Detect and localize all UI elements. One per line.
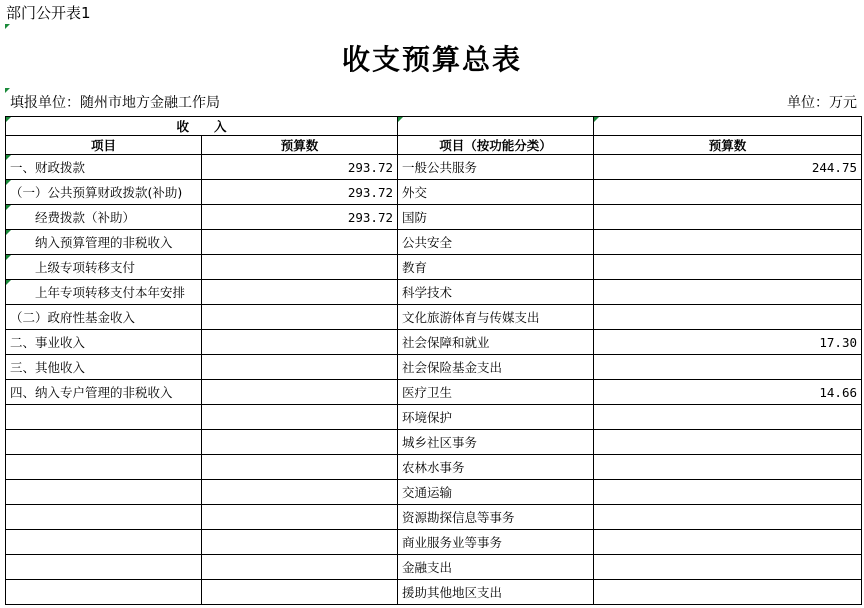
income-item-cell[interactable]: 纳入预算管理的非税收入: [6, 230, 202, 255]
expense-item-cell[interactable]: 金融支出: [398, 555, 594, 580]
currency-unit: 单位：万元: [787, 95, 857, 111]
expense-amount-cell[interactable]: [594, 480, 862, 505]
expense-item-cell[interactable]: 社会保障和就业: [398, 330, 594, 355]
expense-item-cell[interactable]: 商业服务业等事务: [398, 530, 594, 555]
table-body: [6, 155, 862, 605]
income-item-cell[interactable]: 经费拨款（补助）: [6, 205, 202, 230]
expense-amount-cell[interactable]: [594, 230, 862, 255]
expense-item-cell[interactable]: 科学技术: [398, 280, 594, 305]
expense-amount-cell[interactable]: [594, 255, 862, 280]
income-amount-cell[interactable]: [202, 555, 398, 580]
table-row: [6, 555, 862, 580]
cell-marker-icon: [6, 255, 11, 260]
expense-amount-cell[interactable]: 17.30: [594, 330, 862, 355]
col-header-function-amount[interactable]: 预算数: [594, 136, 862, 155]
income-item-cell[interactable]: [6, 480, 202, 505]
expense-amount-cell[interactable]: 14.66: [594, 380, 862, 405]
table-row: [6, 305, 862, 330]
header-row-columns: [6, 136, 862, 155]
income-item-cell[interactable]: 上级专项转移支付: [6, 255, 202, 280]
expense-item-cell[interactable]: 交通运输: [398, 480, 594, 505]
income-group-header[interactable]: [6, 117, 398, 136]
cell-marker-icon: [6, 230, 11, 235]
income-amount-cell[interactable]: [202, 355, 398, 380]
expense-item-cell[interactable]: 农林水事务: [398, 455, 594, 480]
income-amount-cell[interactable]: [202, 455, 398, 480]
income-amount-cell[interactable]: [202, 505, 398, 530]
table-row: [6, 530, 862, 555]
expense-item-cell[interactable]: 国防: [398, 205, 594, 230]
table-row: [6, 505, 862, 530]
income-item-cell[interactable]: 一、财政拨款: [6, 155, 202, 180]
expense-item-cell[interactable]: 一般公共服务: [398, 155, 594, 180]
table-row: [6, 280, 862, 305]
income-item-cell[interactable]: [6, 505, 202, 530]
expense-amount-cell[interactable]: [594, 405, 862, 430]
expense-amount-cell[interactable]: [594, 555, 862, 580]
income-amount-cell[interactable]: [202, 230, 398, 255]
income-amount-cell[interactable]: [202, 330, 398, 355]
cell-marker-icon: [6, 205, 11, 210]
expense-item-cell[interactable]: 资源勘探信息等事务: [398, 505, 594, 530]
table-row: [6, 330, 862, 355]
income-amount-cell[interactable]: [202, 380, 398, 405]
expense-item-cell[interactable]: 公共安全: [398, 230, 594, 255]
header-row-group: [6, 117, 862, 136]
income-amount-cell[interactable]: [202, 305, 398, 330]
expense-amount-cell[interactable]: [594, 305, 862, 330]
expense-item-cell[interactable]: 教育: [398, 255, 594, 280]
col-header-amount[interactable]: 预算数: [202, 136, 398, 155]
income-amount-cell[interactable]: [202, 530, 398, 555]
table-row: [6, 430, 862, 455]
income-item-cell[interactable]: [6, 580, 202, 605]
income-item-cell[interactable]: 三、其他收入: [6, 355, 202, 380]
expense-amount-cell[interactable]: [594, 455, 862, 480]
sheet-name: 部门公开表1: [6, 4, 91, 22]
income-group-label: 收 入: [176, 119, 227, 134]
income-item-cell[interactable]: （一）公共预算财政拨款(补助): [6, 180, 202, 205]
table-row: [6, 180, 862, 205]
cell-marker-icon: [6, 155, 11, 160]
table-row: [6, 480, 862, 505]
table-row: [6, 455, 862, 480]
income-item-cell[interactable]: [6, 405, 202, 430]
header-blank-cell[interactable]: [594, 117, 862, 136]
col-header-item[interactable]: 项目: [6, 136, 202, 155]
expense-amount-cell[interactable]: [594, 180, 862, 205]
cell-marker-icon: [5, 24, 10, 29]
expense-item-cell[interactable]: 医疗卫生: [398, 380, 594, 405]
income-item-cell[interactable]: 四、纳入专户管理的非税收入: [6, 380, 202, 405]
expense-amount-cell[interactable]: [594, 355, 862, 380]
income-amount-cell[interactable]: [202, 480, 398, 505]
income-amount-cell[interactable]: [202, 255, 398, 280]
expense-amount-cell[interactable]: [594, 580, 862, 605]
table-row: [6, 405, 862, 430]
expense-amount-cell[interactable]: [594, 280, 862, 305]
income-amount-cell[interactable]: [202, 405, 398, 430]
page-title: 收支预算总表: [341, 43, 522, 76]
col-header-function-item[interactable]: 项目（按功能分类）: [398, 136, 594, 155]
income-amount-cell[interactable]: [202, 430, 398, 455]
income-amount-cell[interactable]: [202, 280, 398, 305]
expense-item-cell[interactable]: 城乡社区事务: [398, 430, 594, 455]
table-row: [6, 580, 862, 605]
expense-item-cell[interactable]: 援助其他地区支出: [398, 580, 594, 605]
expense-amount-cell[interactable]: 244.75: [594, 155, 862, 180]
reporting-unit: 填报单位：随州市地方金融工作局: [10, 95, 220, 111]
expense-item-cell[interactable]: 文化旅游体育与传媒支出: [398, 305, 594, 330]
income-item-cell[interactable]: 二、事业收入: [6, 330, 202, 355]
table-row: [6, 355, 862, 380]
expense-amount-cell[interactable]: [594, 530, 862, 555]
income-amount-cell[interactable]: 293.72: [202, 205, 398, 230]
income-item-cell[interactable]: [6, 530, 202, 555]
cell-marker-icon: [6, 280, 11, 285]
expense-amount-cell[interactable]: [594, 505, 862, 530]
income-amount-cell[interactable]: [202, 580, 398, 605]
table-row: [6, 380, 862, 405]
income-item-cell[interactable]: 上年专项转移支付本年安排: [6, 280, 202, 305]
expense-item-cell[interactable]: 社会保险基金支出: [398, 355, 594, 380]
income-item-cell[interactable]: [6, 430, 202, 455]
expense-amount-cell[interactable]: [594, 430, 862, 455]
header-blank-cell[interactable]: [398, 117, 594, 136]
table-row: [6, 255, 862, 280]
income-item-cell[interactable]: [6, 455, 202, 480]
cell-marker-icon: [6, 180, 11, 185]
table-row: [6, 230, 862, 255]
expense-item-cell[interactable]: 环境保护: [398, 405, 594, 430]
expense-amount-cell[interactable]: [594, 205, 862, 230]
table-row: [6, 205, 862, 230]
income-amount-cell[interactable]: 293.72: [202, 180, 398, 205]
income-amount-cell[interactable]: 293.72: [202, 155, 398, 180]
expense-item-cell[interactable]: 外交: [398, 180, 594, 205]
table-row: [6, 155, 862, 180]
income-item-cell[interactable]: [6, 555, 202, 580]
income-item-cell[interactable]: （二）政府性基金收入: [6, 305, 202, 330]
budget-table: [5, 116, 862, 605]
